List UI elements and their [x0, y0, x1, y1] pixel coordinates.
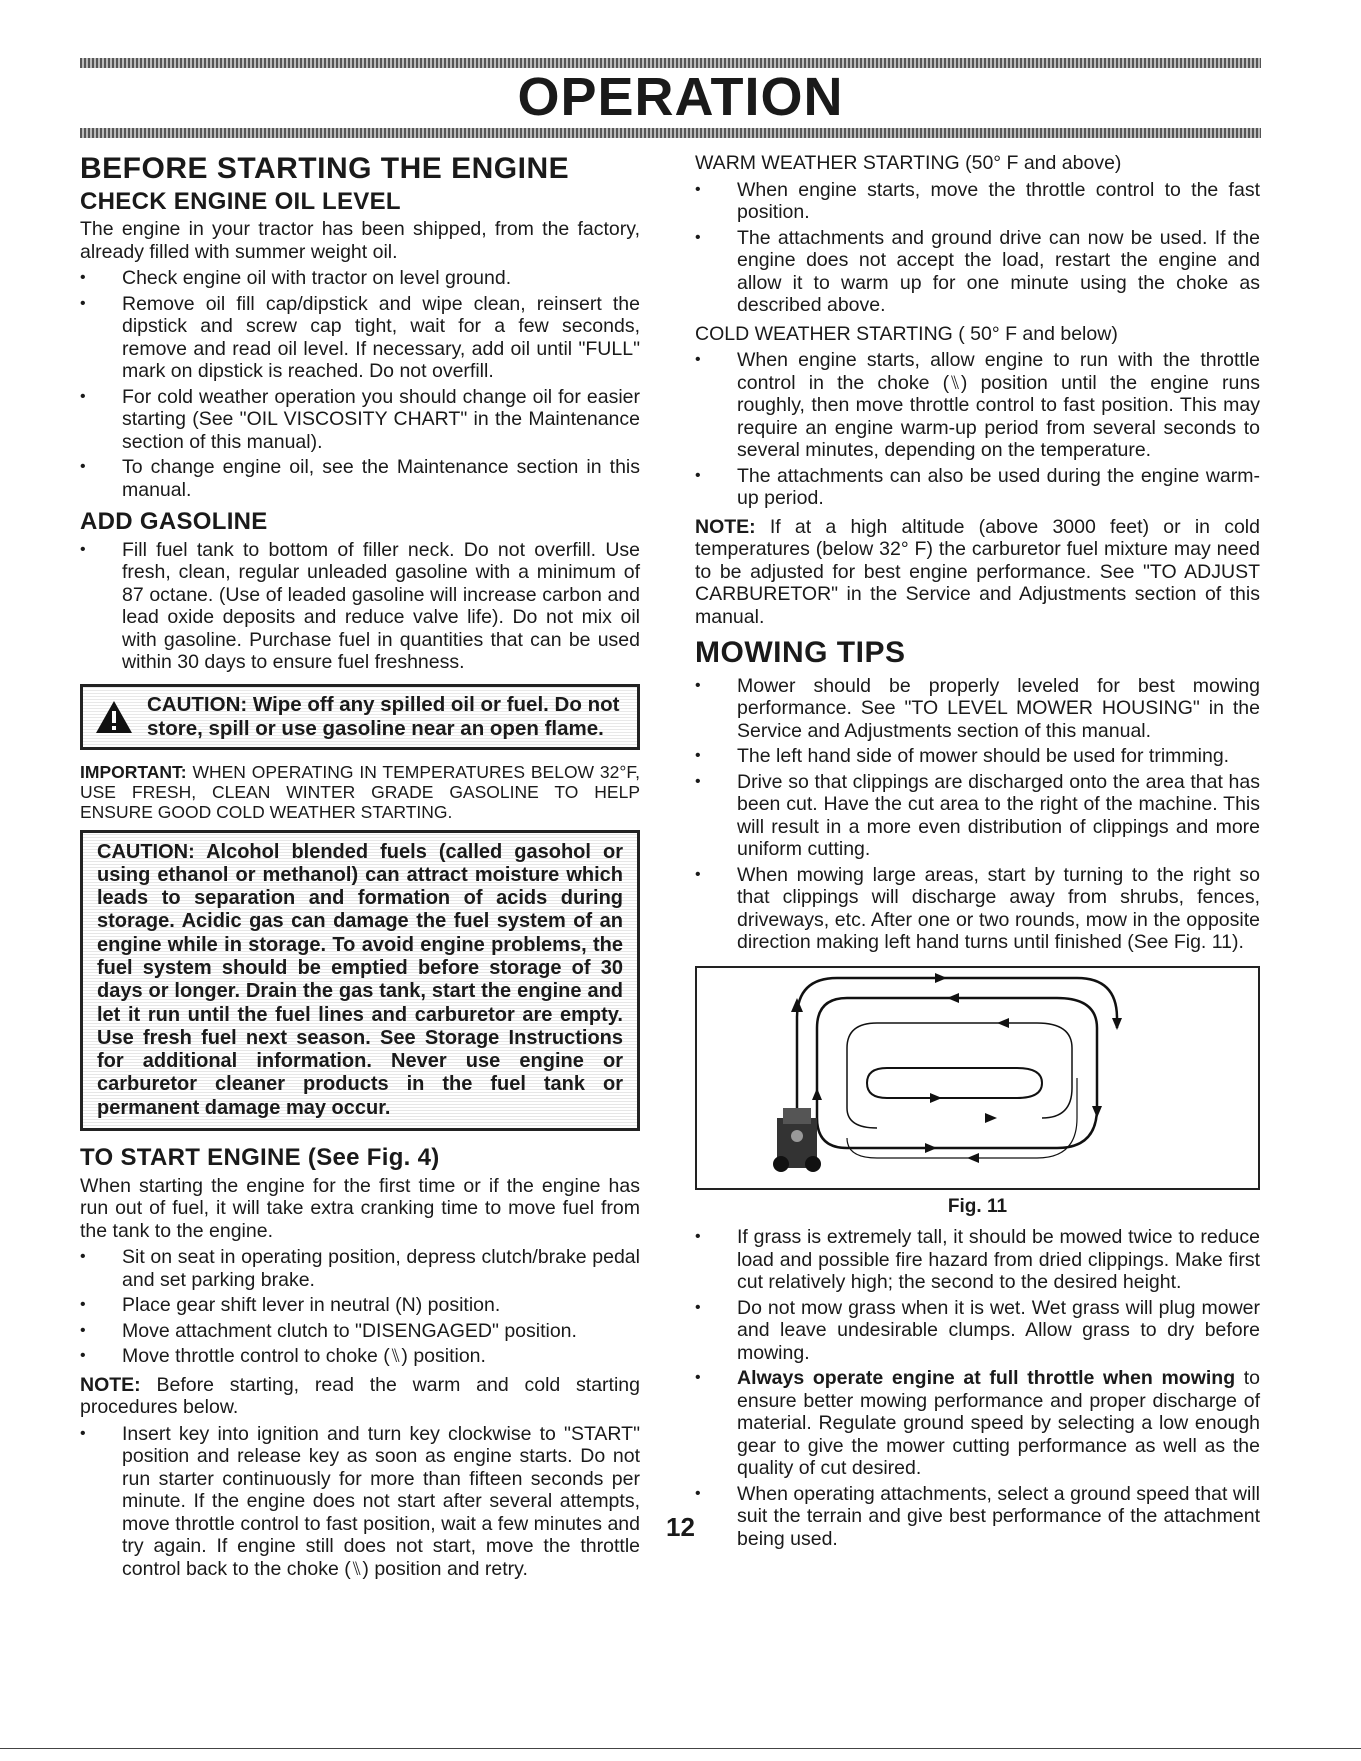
bold-rest: to ensure better mowing performance and proper discharge of material. Regulate ground speed by selecting a low enough gear to give the mower cutting performance as well as the quality of cut desired. — [737, 1367, 1260, 1479]
caution-box-spill — [80, 684, 640, 750]
list-item: • Do not mow grass when it is wet. Wet grass will plug mower and leave undesirable clumps. Allow grass to dry before mowing. — [695, 1297, 1260, 1365]
tractor-icon — [773, 1108, 821, 1172]
important-text: WHEN OPERATING IN TEMPERATURES BELOW 32°F, USE FRESH, CLEAN WINTER GRADE GASOLINE TO HELP ENSURE GOOD COLD WEATHER STARTING. — [80, 761, 640, 822]
list-item: • Fill fuel tank to bottom of filler neck. Do not overfill. Use fresh, clean, regular unleaded gasoline with a minimum of 87 octane. (Use of leaded gasoline will increase carbon and lead oxide deposits and reduce valve life). Do not mix oil with gasoline. Purchase fuel in quantities that can be used within 30 days to ensure fuel freshness. — [80, 539, 640, 674]
list-item: • The attachments can also be used during the engine warm-up period. — [695, 465, 1260, 510]
list-item: • Check engine oil with tractor on level ground. — [80, 267, 640, 290]
mowing-list — [695, 675, 1260, 954]
list-item: • When engine starts, move the throttle control to the fast position. — [695, 179, 1260, 224]
cold-weather-heading: COLD WEATHER STARTING ( 50° F and below) — [695, 322, 1118, 345]
caution-text: CAUTION: Wipe off any spilled oil or fuel. Do not store, spill or use gasoline near an open flame. — [147, 692, 620, 740]
list-item: • When engine starts, allow engine to run with the throttle control in the choke (⑊) position until the engine runs roughly, then move throttle control to fast position. This may require an engine warm-up period from several seconds to several minutes, depending on the temperature. — [695, 349, 1260, 462]
list-item: • The attachments and ground drive can now be used. If the engine does not accept the load, restart the engine and allow it to warm up for one minute using the choke as described above. — [695, 227, 1260, 317]
gas-list — [80, 539, 640, 674]
note-text: Before starting, read the warm and cold starting procedures below. — [80, 1373, 640, 1419]
warning-triangle-icon — [95, 700, 133, 734]
list-item: • Place gear shift lever in neutral (N) position. — [80, 1294, 640, 1317]
list-item: • For cold weather operation you should change oil for easier starting (See "OIL VISCOSITY CHART" in the Maintenance section of this manual). — [80, 386, 640, 454]
caution-box-alcohol: CAUTION: Alcohol blended fuels (called gasohol or using ethanol or methanol) can attract moisture which leads to separation and formation of acids during storage. Acidic gas can damage the fuel system of an engine while in storage. To avoid engine problems, the fuel system should be emptied before storage of 30 days or longer. Drain the gas tank, start the engine and let it run until the fuel lines and carburetor are empty. Use fresh fuel next season. See Storage Instructions for additional information. Never use engine or carburetor cleaner products in the fuel tank or permanent damage may occur. — [80, 830, 640, 1132]
list-item: • When mowing large areas, start by turning to the right so that clippings will discharge away from shrubs, fences, driveways, etc. After one or two rounds, mow in the opposite direction making left hand turns until finished (See Fig. 11). — [695, 864, 1260, 954]
note-label: NOTE: — [695, 515, 756, 538]
heading-add-gasoline: ADD GASOLINE — [80, 508, 268, 535]
heading-start-engine: TO START ENGINE (See Fig. 4) — [80, 1144, 440, 1172]
start-list-2 — [80, 1423, 640, 1581]
oil-list — [80, 267, 640, 501]
page-number: 12 — [666, 1512, 695, 1542]
mowing-pattern-diagram — [697, 968, 1258, 1184]
heading-mowing-tips: MOWING TIPS — [695, 636, 906, 669]
warm-list — [695, 179, 1260, 317]
list-item: • If grass is extremely tall, it should be mowed twice to reduce load and possible fire hazard from dried clippings. Make first cut relatively high; the second to the desired height. — [695, 1226, 1260, 1294]
mowing-list-2 — [695, 1226, 1260, 1550]
list-item: • Insert key into ignition and turn key clockwise to "START" position and release key as soon as engine starts. Do not run starter continuously for more than fifteen seconds per minute. If the engine does not start after several attempts, move throttle control to fast position, wait a few minutes and try again. If engine still does not start, move the throttle control back to the choke (⑊) position and retry. — [80, 1423, 640, 1581]
bold-lead: Always operate engine at full throttle when mowing — [737, 1367, 1236, 1389]
figure-11-mowing-pattern — [695, 966, 1260, 1190]
header-rule-bottom — [80, 128, 1261, 138]
left-column — [80, 152, 640, 1586]
heading-check-oil: CHECK ENGINE OIL LEVEL — [80, 187, 401, 215]
figure-caption: Fig. 11 — [947, 1195, 1008, 1217]
right-column — [695, 152, 1260, 1556]
note-label: NOTE: — [80, 1373, 141, 1396]
list-item: • When operating attachments, select a ground speed that will suit the terrain and give best performance of the attachment being used. — [695, 1483, 1260, 1551]
oil-intro: The engine in your tractor has been shipped, from the factory, already filled with summer weight oil. — [80, 218, 640, 263]
start-list — [80, 1246, 640, 1368]
list-item: • Drive so that clippings are discharged onto the area that has been cut. Have the cut area to the right of the machine. This will result in a more even distribution of clippings and more uniform cutting. — [695, 771, 1260, 861]
list-item: • The left hand side of mower should be used for trimming. — [695, 745, 1260, 768]
page-title: OPERATION — [517, 67, 844, 127]
altitude-note — [695, 516, 1260, 629]
list-item: • Move throttle control to choke (⑊) position. — [80, 1345, 640, 1368]
start-intro: When starting the engine for the first time or if the engine has run out of fuel, it will take extra cranking time to move fuel from the tank to the engine. — [80, 1174, 640, 1242]
list-item: • Sit on seat in operating position, depress clutch/brake pedal and set parking brake. — [80, 1246, 640, 1291]
important-label: IMPORTANT: — [80, 761, 187, 782]
cold-list — [695, 349, 1260, 510]
heading-before-starting: BEFORE STARTING THE ENGINE — [80, 152, 570, 185]
list-item: • Mower should be properly leveled for best mowing performance. See "TO LEVEL MOWER HOUSING" in the Service and Adjustments section of this manual. — [695, 675, 1260, 743]
list-item — [695, 1367, 1260, 1480]
start-note — [80, 1374, 640, 1419]
warm-weather-heading: WARM WEATHER STARTING (50° F and above) — [695, 152, 1122, 174]
list-item: • To change engine oil, see the Maintenance section in this manual. — [80, 456, 640, 501]
note-text: If at a high altitude (above 3000 feet) or in cold temperatures (below 32° F) the carburetor fuel mixture may need to be adjusted for best engine performance. See "TO ADJUST CARBURETOR" in the Service and Adjustments section of this manual. — [695, 515, 1260, 628]
list-item: • Move attachment clutch to "DISENGAGED" position. — [80, 1320, 640, 1343]
important-note — [80, 762, 640, 822]
list-item: • Remove oil fill cap/dipstick and wipe clean, reinsert the dipstick and screw cap tight, wait for a few seconds, remove and read oil level. If necessary, add oil until "FULL" mark on dipstick is reached. Do not overfill. — [80, 293, 640, 383]
footer-rule — [0, 1748, 1361, 1749]
